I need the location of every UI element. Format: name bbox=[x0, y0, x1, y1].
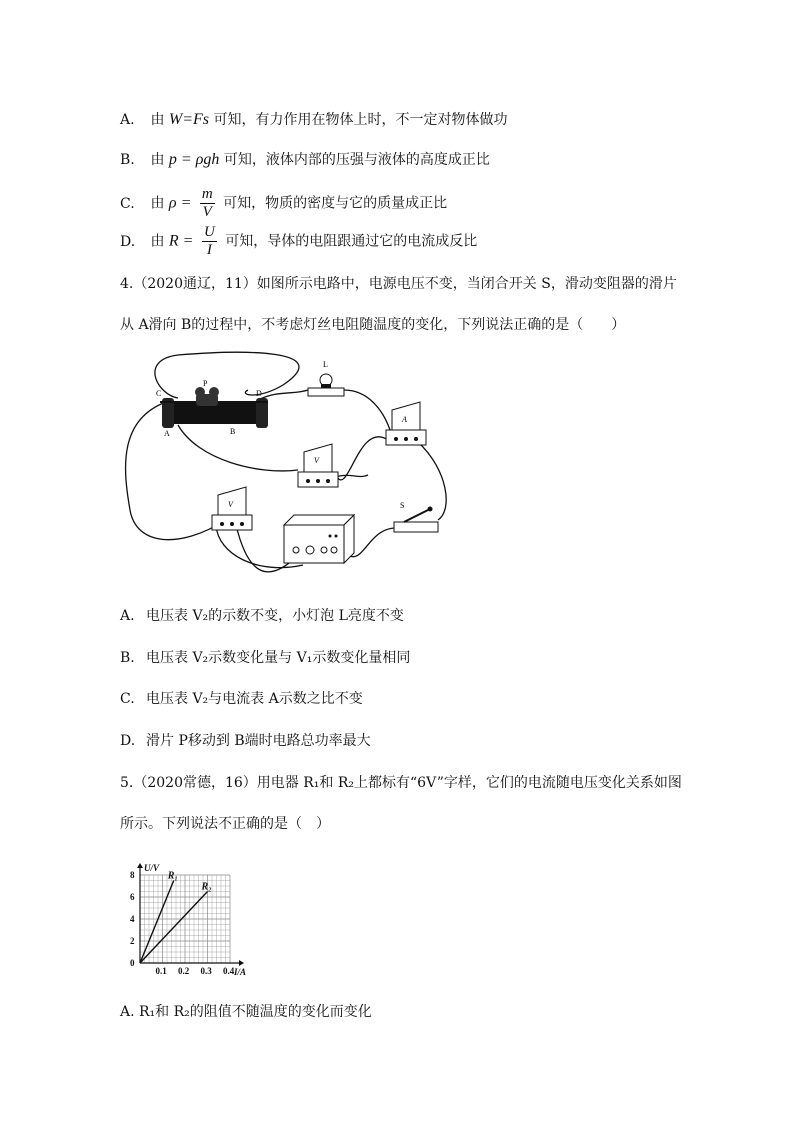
power-supply bbox=[284, 515, 354, 563]
y-axis-label: U/V bbox=[144, 863, 160, 873]
label-d: D bbox=[256, 389, 262, 398]
y-tick-label: 6 bbox=[130, 892, 135, 902]
q4-option-a: 电压表 V₂的示数不变，小灯泡 L亮度不变 bbox=[146, 608, 404, 624]
label-ammeter: A bbox=[402, 415, 407, 424]
chart-series bbox=[140, 881, 208, 964]
fraction-resistance: $\frac{U}{I}$ bbox=[203, 224, 215, 258]
y-tick-label: 8 bbox=[130, 870, 135, 880]
q3-option-b: B. 由 p = ρgh 可知，液体内部的压强与液体的高度成正比 bbox=[120, 151, 490, 168]
q3-option-d: D. 由 R = $\frac{U}{I}$ 可知，导体的电阻跟通过它的电流成反比 bbox=[120, 224, 478, 258]
chart-axes bbox=[137, 863, 244, 966]
series-label: R₁ bbox=[167, 870, 178, 882]
wire-switch-psu bbox=[348, 528, 394, 557]
series-line bbox=[140, 892, 208, 964]
series-line bbox=[140, 881, 174, 964]
q4-option-b: 电压表 V₂示数变化量与 V₁示数变化量相同 bbox=[146, 650, 411, 666]
wire-lamp-amm bbox=[344, 390, 390, 430]
q4-option-d-label: D. bbox=[120, 733, 136, 749]
q4-stem-line2: 从 A滑向 B的过程中，不考虑灯丝电阻随温度的变化，下列说法正确的是（ ） bbox=[120, 317, 626, 333]
voltmeter-1 bbox=[298, 444, 338, 487]
lamp bbox=[308, 374, 344, 396]
q4-option-a-label: A. bbox=[120, 608, 135, 624]
x-axis-label: I/A bbox=[234, 967, 247, 977]
label-p: P bbox=[203, 379, 208, 388]
y-tick-label: 4 bbox=[130, 914, 135, 924]
q4-option-c: 电压表 V₂与电流表 A示数之比不变 bbox=[146, 691, 363, 707]
label-v1: V bbox=[314, 456, 319, 465]
switch bbox=[394, 507, 438, 533]
q5-option-a: A. R₁和 R₂的阻值不随温度的变化而变化 bbox=[120, 1004, 372, 1020]
x-tick-label: 0.3 bbox=[200, 966, 212, 976]
x-tick-label: 0.1 bbox=[155, 966, 167, 976]
ui-chart bbox=[118, 855, 268, 985]
circuit-figure bbox=[118, 350, 466, 580]
label-b: B bbox=[230, 427, 236, 436]
x-tick-label: 0.2 bbox=[178, 966, 190, 976]
formula-pressure: p = ρgh bbox=[168, 151, 220, 168]
chart-grid bbox=[140, 875, 230, 963]
series-label: R₂ bbox=[201, 881, 212, 893]
fraction-density: $\frac{m}{V}$ bbox=[201, 186, 213, 220]
label-a: A bbox=[164, 429, 170, 438]
y-axis-arrow bbox=[137, 863, 143, 868]
wire-rheo-v1 bbox=[178, 425, 298, 471]
formula-work: W=Fs bbox=[168, 111, 210, 128]
label-l: L bbox=[323, 360, 328, 369]
label-v2: V bbox=[228, 500, 233, 509]
wire-amm-v1 bbox=[336, 437, 388, 480]
q4-option-b-label: B. bbox=[120, 650, 135, 666]
wire-outer bbox=[155, 352, 299, 398]
q4-stem-line1: 4.（2020通辽，11）如图所示电路中，电源电压不变，当闭合开关 S，滑动变阻器的滑片 bbox=[120, 276, 677, 292]
q3-option-c: C. 由 ρ = $\frac{m}{V}$ 可知，物质的密度与它的质量成正比 bbox=[120, 186, 448, 220]
q4-option-d: 滑片 P移动到 B端时电路总功率最大 bbox=[146, 733, 371, 749]
q5-stem-line2: 所示。下列说法不正确的是（ ） bbox=[120, 816, 330, 832]
chart-labels bbox=[130, 863, 246, 977]
q5-stem-line1: 5.（2020常德，16）用电器 R₁和 R₂上都标有“6V”字样，它们的电流随电压变化关系如图 bbox=[120, 775, 682, 791]
label-c: C bbox=[156, 389, 162, 398]
x-tick-label: 0.4 bbox=[223, 966, 235, 976]
rheostat bbox=[160, 387, 268, 428]
q3-option-a: A. 由 W=Fs 可知，有力作用在物体上时，不一定对物体做功 bbox=[120, 111, 508, 128]
label-s: S bbox=[400, 501, 405, 510]
y-tick-label: 2 bbox=[130, 936, 135, 946]
x-axis-arrow bbox=[239, 960, 244, 966]
y-tick-label: 0 bbox=[130, 958, 135, 968]
q4-option-c-label: C. bbox=[120, 691, 135, 707]
